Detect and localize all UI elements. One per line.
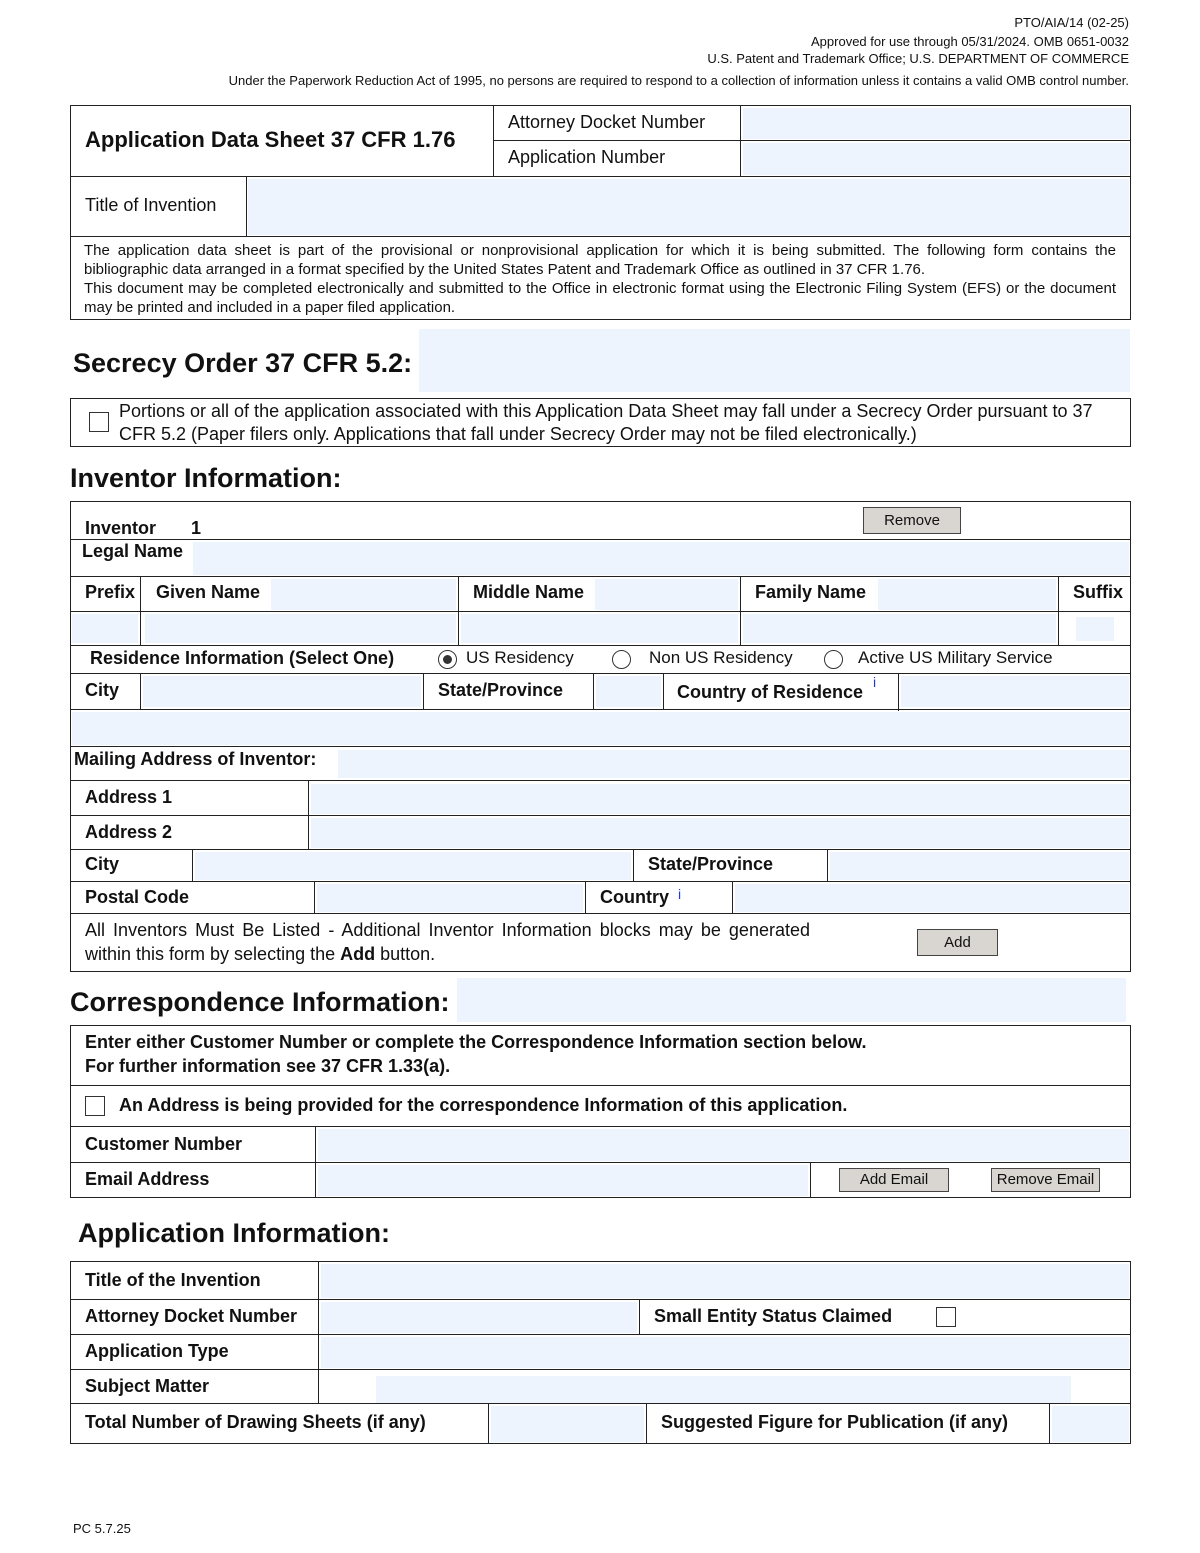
small-entity-label: Small Entity Status Claimed	[654, 1306, 893, 1326]
add-inventor-note: All Inventors Must Be Listed - Additional Inventor Information blocks may be generated within this form by selecting the Add button.	[85, 920, 810, 964]
address1-input[interactable]	[311, 784, 1129, 814]
correspondence-heading: Correspondence Information:	[70, 987, 450, 1017]
middle-name-header-field	[595, 579, 738, 610]
remove-email-button[interactable]: Remove Email	[991, 1168, 1100, 1192]
legal-name-label: Legal Name	[82, 541, 184, 561]
radio-non-us-residency-label: Non US Residency	[649, 648, 793, 667]
drawing-sheets-label: Total Number of Drawing Sheets (if any)	[85, 1412, 426, 1432]
correspondence-banner-field	[457, 978, 1126, 1022]
residence-spacer-field	[72, 712, 1129, 745]
app-title-input[interactable]	[321, 1264, 1129, 1298]
agency-text: U.S. Patent and Trademark Office; U.S. DEPARTMENT OF COMMERCE	[707, 51, 1129, 66]
email-input[interactable]	[318, 1165, 808, 1196]
app-type-label: Application Type	[85, 1341, 229, 1361]
notice-text-2: This document may be completed electronically and submitted to the Office in electronic format using the Electronic Filing System (EFS) or the document may be printed and included in a paper filed application.	[84, 280, 1116, 316]
suggested-figure-label: Suggested Figure for Publication (if any)	[661, 1412, 1009, 1432]
country-residence-input[interactable]	[901, 676, 1129, 707]
form-id: PTO/AIA/14 (02-25)	[1014, 15, 1129, 30]
paperwork-notice: Under the Paperwork Reduction Act of 1995, no persons are required to respond to a collection of information unless it contains a valid OMB control number.	[228, 73, 1129, 88]
given-name-label: Given Name	[156, 582, 261, 602]
mailing-address-header-field	[338, 750, 1129, 778]
radio-military-service[interactable]	[824, 650, 843, 669]
subject-matter-select[interactable]	[376, 1376, 1071, 1403]
family-name-input[interactable]	[743, 614, 1056, 643]
mailing-state-label: State/Province	[648, 854, 774, 874]
suffix-label: Suffix	[1073, 582, 1124, 602]
secrecy-checkbox[interactable]	[89, 412, 109, 432]
radio-us-residency-label: US Residency	[466, 648, 574, 667]
mailing-state-input[interactable]	[830, 852, 1129, 880]
given-name-input[interactable]	[145, 614, 456, 643]
residence-state-input[interactable]	[596, 676, 661, 707]
middle-name-input[interactable]	[461, 614, 738, 643]
family-name-header-field	[878, 579, 1056, 610]
middle-name-label: Middle Name	[473, 582, 585, 602]
notice-text-1: The application data sheet is part of the provisional or nonprovisional application for which it is being submitted. The following form contains the bibliographic data arranged in a format specified by the United States Patent and Trademark Office as outlined in 37 CFR 1.76.	[84, 242, 1116, 278]
secrecy-heading: Secrecy Order 37 CFR 5.2:	[73, 348, 413, 378]
app-title-label: Title of the Invention	[85, 1270, 261, 1290]
radio-military-service-label: Active US Military Service	[858, 648, 1053, 667]
email-label: Email Address	[85, 1169, 210, 1189]
application-heading: Application Information:	[78, 1218, 390, 1248]
app-type-select[interactable]	[321, 1337, 1129, 1368]
secrecy-banner-field	[419, 329, 1130, 392]
radio-non-us-residency[interactable]	[612, 650, 631, 669]
remove-inventor-button[interactable]: Remove	[863, 507, 961, 534]
residence-city-input[interactable]	[143, 676, 421, 707]
residence-state-label: State/Province	[438, 680, 564, 700]
country-input[interactable]	[735, 884, 1129, 912]
app-docket-label: Attorney Docket Number	[85, 1306, 298, 1326]
suggested-figure-input[interactable]	[1052, 1406, 1129, 1442]
form-title: Application Data Sheet 37 CFR 1.76	[85, 127, 456, 152]
add-inventor-button[interactable]: Add	[917, 929, 998, 956]
mailing-city-input[interactable]	[195, 852, 631, 880]
family-name-label: Family Name	[755, 582, 867, 602]
app-docket-input[interactable]	[321, 1302, 637, 1333]
add-email-button[interactable]: Add Email	[839, 1168, 949, 1192]
legal-name-field	[193, 542, 1129, 575]
inventor-heading: Inventor Information:	[70, 463, 342, 493]
correspondence-address-label: An Address is being provided for the correspondence Information of this application.	[119, 1095, 848, 1115]
inventor-number: 1	[191, 518, 202, 538]
mailing-city-label: City	[85, 854, 120, 874]
residence-label: Residence Information (Select One)	[90, 648, 395, 668]
country-residence-label: Country of Residence	[677, 682, 864, 702]
drawing-sheets-input[interactable]	[491, 1406, 644, 1442]
prefix-label: Prefix	[85, 582, 136, 602]
approval-text: Approved for use through 05/31/2024. OMB 0651-0032	[811, 34, 1129, 49]
given-name-header-field	[271, 579, 456, 610]
radio-us-residency[interactable]	[438, 650, 457, 669]
suffix-input[interactable]	[1076, 617, 1114, 641]
mailing-address-label: Mailing Address of Inventor:	[74, 749, 317, 769]
secrecy-text: Portions or all of the application associated with this Application Data Sheet may fall under a Secrecy Order pursuant to 37 CFR 5.2 (Paper filers only. Applications that fall under Secrecy Order may not be filed electronically.)	[119, 401, 1093, 444]
attorney-docket-label: Attorney Docket Number	[508, 112, 706, 132]
correspondence-instruction-1: Enter either Customer Number or complete the Correspondence Information section below.	[85, 1032, 867, 1052]
address1-label: Address 1	[85, 787, 173, 807]
title-of-invention-label: Title of Invention	[85, 195, 217, 215]
residence-city-label: City	[85, 680, 120, 700]
application-number-label: Application Number	[508, 147, 666, 167]
prefix-input[interactable]	[72, 614, 138, 643]
footer-version: PC 5.7.25	[73, 1521, 131, 1536]
title-of-invention-input[interactable]	[248, 179, 1129, 235]
application-number-input[interactable]	[743, 143, 1129, 175]
correspondence-instruction-2: For further information see 37 CFR 1.33(a).	[85, 1056, 451, 1076]
country-residence-info-icon[interactable]: i	[873, 674, 877, 690]
country-label: Country	[600, 887, 669, 907]
inventor-label: Inventor	[85, 518, 157, 538]
country-info-icon[interactable]: i	[678, 886, 682, 902]
postal-code-label: Postal Code	[85, 887, 190, 907]
small-entity-checkbox[interactable]	[936, 1307, 956, 1327]
attorney-docket-input[interactable]	[743, 108, 1129, 139]
address2-label: Address 2	[85, 822, 173, 842]
subject-matter-label: Subject Matter	[85, 1376, 210, 1396]
postal-code-input[interactable]	[317, 884, 583, 912]
customer-number-label: Customer Number	[85, 1134, 243, 1154]
correspondence-address-checkbox[interactable]	[85, 1096, 105, 1116]
address2-input[interactable]	[311, 818, 1129, 848]
customer-number-input[interactable]	[318, 1129, 1129, 1161]
